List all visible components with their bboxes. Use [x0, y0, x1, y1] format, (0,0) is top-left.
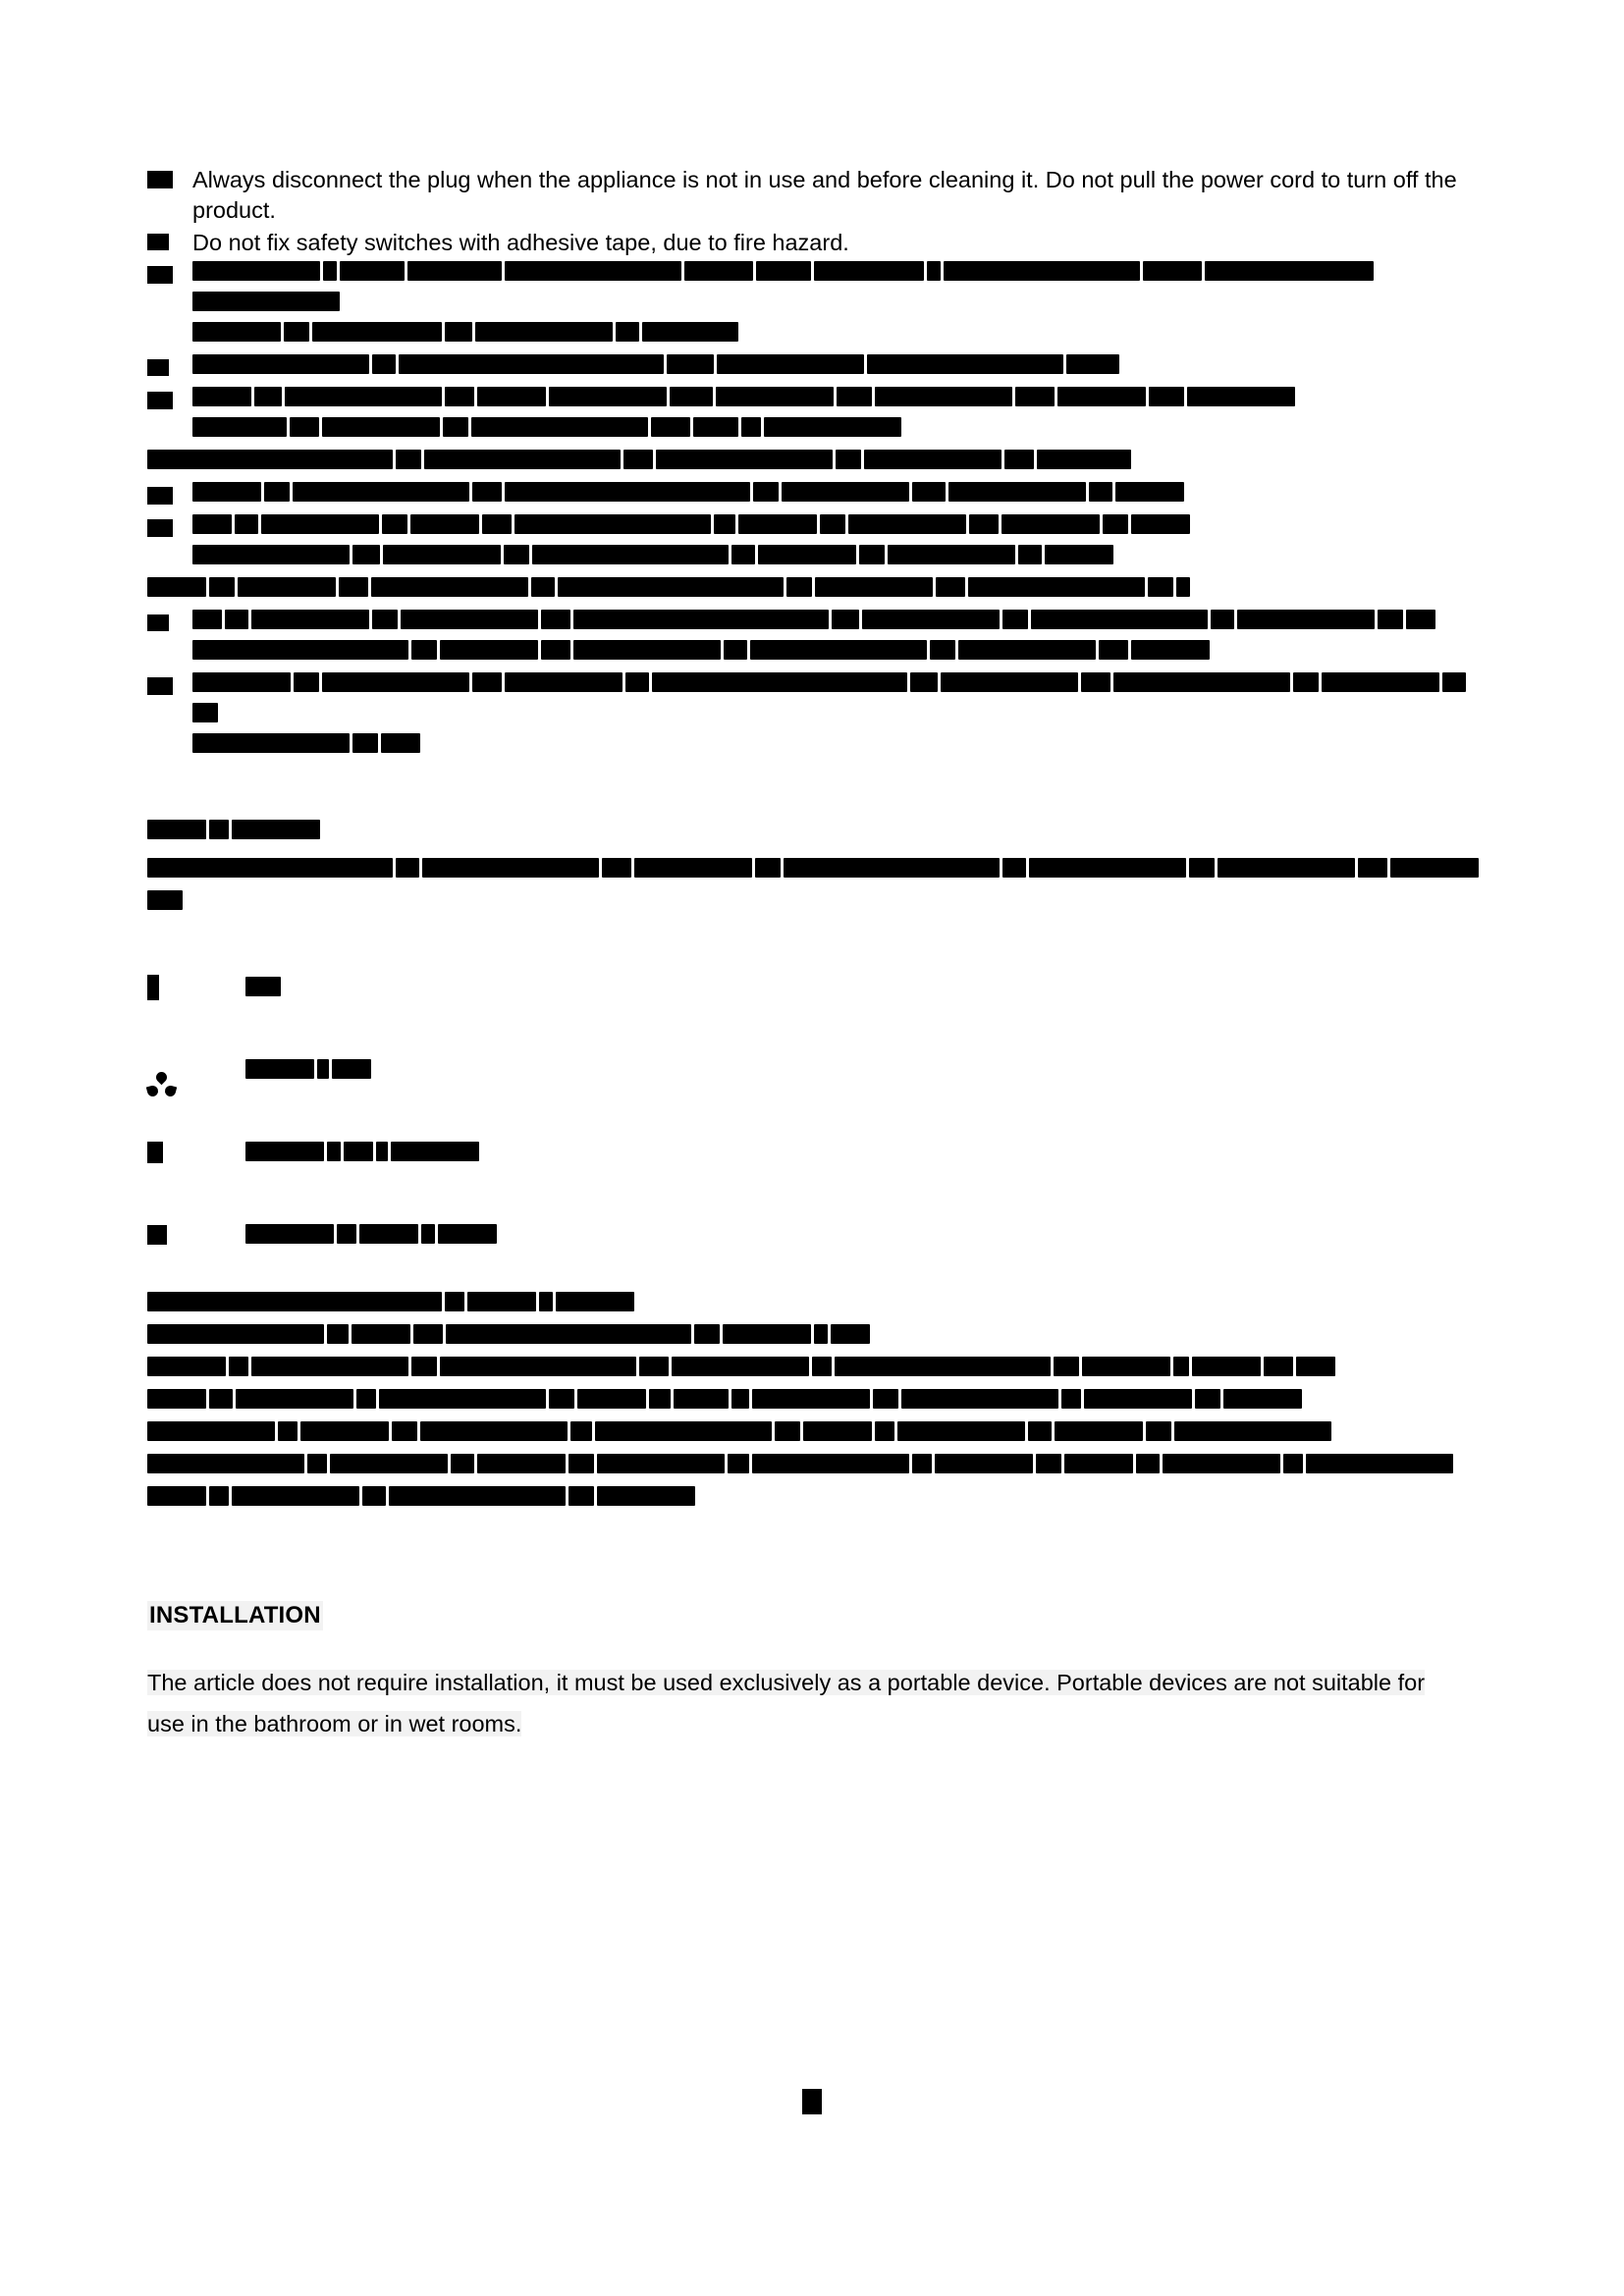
section-heading-installation: [147, 1601, 1483, 1630]
block-icon: [147, 1225, 245, 1250]
list-item-redacted: [147, 513, 1483, 574]
redacted-heading: [147, 820, 1483, 846]
list-item: [147, 165, 1483, 226]
symbol-row: [147, 962, 1483, 1017]
square-icon: [147, 1142, 245, 1168]
bullet-marker-icon: [147, 228, 192, 250]
page-content: [147, 165, 1483, 1744]
symbol-row: [147, 1044, 1483, 1099]
redacted-closing-block: [147, 1292, 1483, 1519]
list-item-text: Always disconnect the plug when the appliance is not in use and before cleaning it. Do not pull the power cord to turn off the product.: [192, 167, 1457, 223]
redacted-text-block: [192, 260, 1483, 351]
bullet-marker-icon: [147, 386, 192, 409]
list-item-redacted: [147, 386, 1483, 447]
bullet-marker-icon: [147, 481, 192, 505]
symbol-label-redacted: [245, 1142, 1483, 1168]
bullet-marker-icon: [147, 353, 192, 376]
symbol-row: [147, 1209, 1483, 1264]
redacted-text-block: [192, 386, 1483, 447]
symbol-label-redacted: [245, 1224, 1483, 1251]
list-item-redacted: [147, 353, 1483, 384]
list-item-redacted: [147, 481, 1483, 511]
redacted-text-block: [192, 576, 1483, 607]
redacted-text-block: [192, 609, 1483, 669]
installation-paragraph-text: The article does not require installation, it must be used exclusively as a portable device. Portable devices are not suitable for use in the bathroom or in wet rooms.: [147, 1670, 1426, 1736]
bullet-marker-icon: [147, 260, 192, 284]
list-item-redacted: [147, 260, 1483, 351]
bullet-marker-icon: [147, 671, 192, 695]
list-item-redacted: [147, 576, 1483, 607]
symbol-label-redacted: [245, 977, 1483, 1003]
list-item-redacted: [147, 449, 1483, 479]
page-number: [0, 2089, 1624, 2121]
redacted-text-block: [192, 671, 1483, 763]
redacted-paragraph: [147, 858, 1483, 923]
redacted-text-block: [192, 481, 1483, 511]
page-number-mark: [802, 2089, 822, 2114]
symbol-row: [147, 1127, 1483, 1182]
list-item-redacted: [147, 671, 1483, 763]
symbol-label-redacted: [245, 1059, 1483, 1086]
square-small-icon: [147, 975, 245, 1005]
redacted-text-block: [192, 513, 1483, 574]
bullet-marker-icon: [147, 165, 192, 188]
installation-paragraph: [147, 1662, 1453, 1744]
list-item-text: Do not fix safety switches with adhesive tape, due to fire hazard.: [192, 230, 849, 255]
bullet-marker-icon: [147, 513, 192, 537]
redacted-text-block: [192, 449, 1483, 479]
bullet-marker-icon: [147, 609, 192, 631]
list-item-redacted: [147, 609, 1483, 669]
redacted-text-block: [192, 353, 1483, 384]
list-item: [147, 228, 1483, 258]
page-title: INSTALLATION: [149, 1602, 321, 1629]
